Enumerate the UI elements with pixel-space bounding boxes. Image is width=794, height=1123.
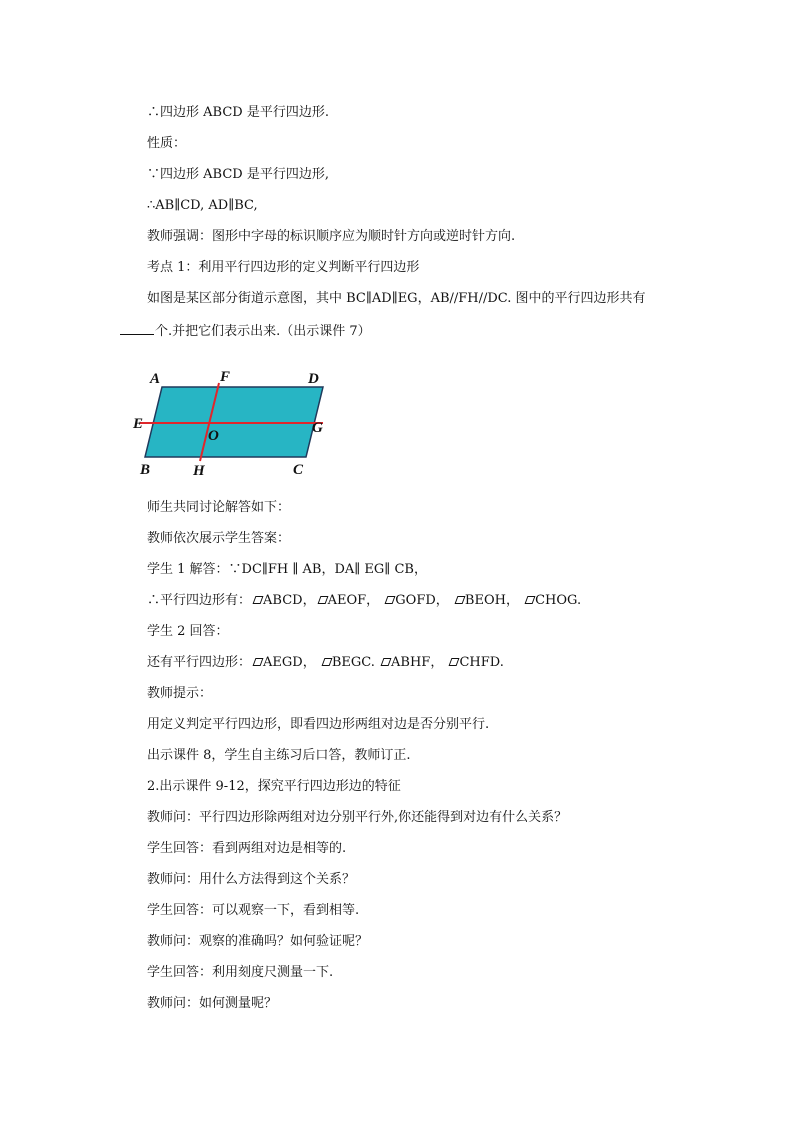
- label-o: O: [208, 428, 219, 444]
- text-line-8: [120, 321, 371, 341]
- text-line-17: 出示课件 8，学生自主练习后口答，教师订正.: [147, 748, 411, 763]
- label-g: G: [312, 420, 323, 436]
- parallelogram-symbol-icon: [322, 658, 332, 666]
- label-e: E: [133, 416, 144, 432]
- text-line-12: [147, 592, 581, 610]
- parallelogram-name: BEGC.: [331, 655, 375, 670]
- text-line-1: ∴四边形 ABCD 是平行四边形.: [147, 105, 329, 120]
- parallelogram-name: GOFD，: [395, 593, 449, 608]
- text-line-9: 师生共同讨论解答如下：: [147, 500, 291, 515]
- parallelogram-name: ABCD，: [263, 593, 316, 608]
- text-line-12-prefix: ∴平行四边形有：: [147, 593, 252, 608]
- label-f: F: [220, 369, 231, 385]
- parallelogram-symbol-icon: [525, 596, 535, 604]
- text-line-14: [147, 654, 504, 672]
- text-line-25: 教师问：如何测量呢？: [147, 996, 278, 1011]
- parallelogram-symbol-icon: [381, 658, 391, 666]
- label-a: A: [150, 371, 161, 387]
- label-b: B: [140, 462, 151, 478]
- text-line-3: ∵四边形 ABCD 是平行四边形,: [147, 167, 329, 182]
- text-line-11: 学生 1 解答：∵DC∥FH ∥ AB，DA∥ EG∥ CB，: [147, 562, 427, 577]
- parallelogram-symbol-icon: [455, 596, 465, 604]
- parallelogram-name: BEOH，: [464, 593, 519, 608]
- parallelogram-name: CHOG.: [535, 593, 582, 608]
- text-line-5: 教师强调：图形中字母的标识顺序应为顺时针方向或逆时针方向.: [147, 229, 516, 244]
- text-line-8-content: 个.并把它们表示出来.（出示课件 7）: [155, 324, 371, 339]
- text-line-16: 用定义判定平行四边形，即看四边形两组对边是否分别平行.: [147, 717, 490, 732]
- text-line-22: 学生回答：可以观察一下，看到相等.: [147, 903, 360, 918]
- text-line-24: 学生回答：利用刻度尺测量一下.: [147, 965, 334, 980]
- text-line-7: 如图是某区部分街道示意图，其中 BC∥AD∥EG，AB//FH//DC. 图中的平行四边形共有: [147, 291, 646, 306]
- text-line-19: 教师问：平行四边形除两组对边分别平行外,你还能得到对边有什么关系？: [147, 810, 568, 825]
- label-h: H: [193, 463, 205, 479]
- parallelogram-name: AEOF，: [327, 593, 380, 608]
- text-line-23: 教师问：观察的准确吗？如何验证呢？: [147, 934, 369, 949]
- answer-blank: [120, 321, 154, 335]
- text-line-10: 教师依次展示学生答案：: [147, 531, 291, 546]
- text-line-2: 性质：: [147, 136, 187, 151]
- text-line-14-prefix: 还有平行四边形：: [147, 655, 252, 670]
- parallelogram-symbol-icon: [449, 658, 459, 666]
- text-line-13: 学生 2 回答：: [147, 624, 229, 639]
- text-line-15: 教师提示：: [147, 686, 213, 701]
- parallelogram-symbol-icon: [385, 596, 395, 604]
- text-line-21: 教师问：用什么方法得到这个关系？: [147, 872, 356, 887]
- text-line-4: ∴AB∥CD, AD∥BC,: [147, 198, 258, 213]
- text-line-18: 2.出示课件 9-12，探究平行四边形边的特征: [147, 779, 401, 794]
- parallelogram-name: CHFD.: [459, 655, 504, 670]
- text-line-6: 考点 1：利用平行四边形的定义判断平行四边形: [147, 260, 420, 275]
- parallelogram-name: AEGD，: [263, 655, 316, 670]
- parallelogram-figure: [128, 360, 338, 485]
- parallelogram-symbol-icon: [253, 658, 263, 666]
- label-c: C: [293, 462, 304, 478]
- parallelogram-symbol-icon: [318, 596, 328, 604]
- parallelogram-name: ABHF，: [391, 655, 444, 670]
- text-line-20: 学生回答：看到两组对边是相等的.: [147, 841, 347, 856]
- parallelogram-symbol-icon: [253, 596, 263, 604]
- label-d: D: [308, 371, 319, 387]
